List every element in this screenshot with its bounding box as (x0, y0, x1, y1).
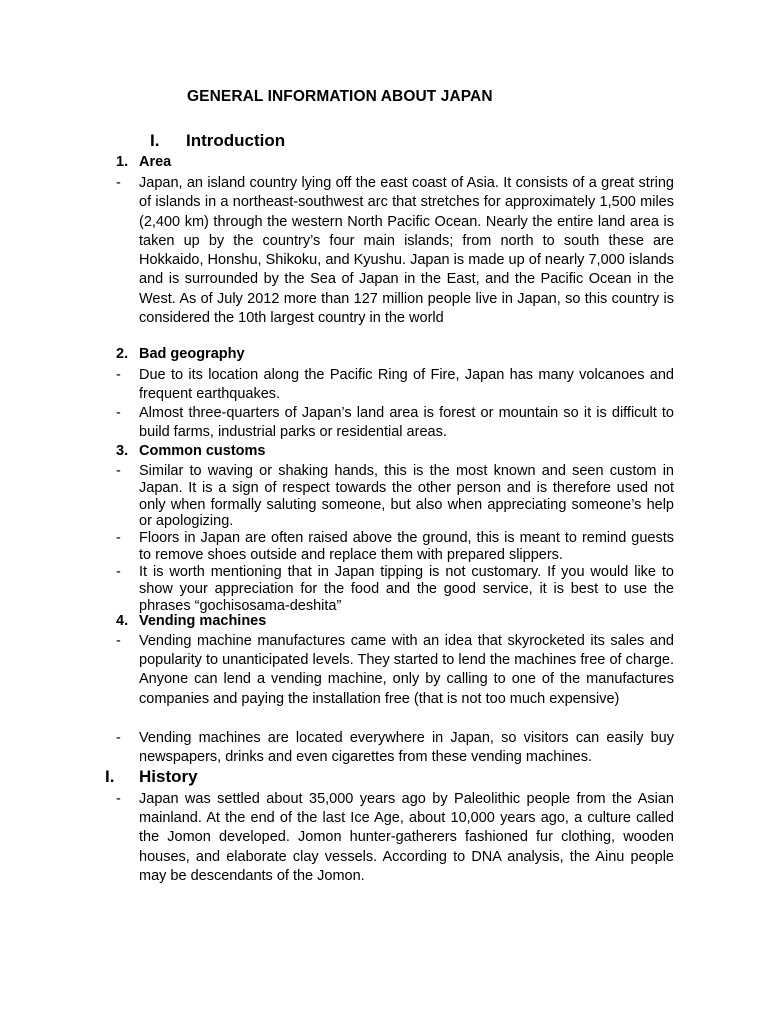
bullet-marker: - (116, 405, 121, 421)
subheading-number: 1. (116, 154, 129, 170)
bullet-customs-3 (116, 564, 676, 614)
bullet-text: Japan, an island country lying off the east coast of Asia. It consists of a great string of islands in a northeast-southwest arc that stretches for approximately 1,500 miles (2,400 km) through the western North Pacific Ocean. Nearly the entire land area is taken up by the country’s four main islands; from north to south these are Hokkaido, Honshu, Shikoku, and Kyushu. Japan is made up of nearly 7,000 islands and is surrounded by the Sea of Japan in the East, and the Pacific Ocean in the West. As of July 2012 more than 127 million people live in Japan, so this country is considered the 10th largest country in the world (139, 175, 674, 327)
subheading-number: 4. (116, 613, 129, 629)
bullet-marker: - (116, 633, 121, 649)
subheading-common-customs (116, 443, 266, 459)
bullet-vending-2 (116, 729, 676, 767)
subheading-text: Area (139, 154, 172, 170)
subheading-text: Vending machines (139, 613, 267, 629)
page-title: GENERAL INFORMATION ABOUT JAPAN (187, 88, 493, 105)
subheading-text: Common customs (139, 443, 266, 459)
bullet-marker: - (116, 530, 121, 546)
bullet-marker: - (116, 367, 121, 383)
bullet-text: Floors in Japan are often raised above the ground, this is meant to remind guests to remove shoes outside and replace them with prepared slippers. (139, 530, 674, 563)
bullet-history-1 (116, 790, 676, 886)
bullet-geography-2 (116, 404, 676, 443)
section-heading-history (105, 767, 198, 787)
bullet-customs-1 (116, 463, 676, 530)
bullet-marker: - (116, 463, 121, 479)
bullet-marker: - (116, 730, 121, 746)
bullet-vending-1 (116, 632, 676, 709)
bullet-text: Japan was settled about 35,000 years ago by Paleolithic people from the Asian mainland. At the end of the last Ice Age, about 10,000 years ago, a culture called the Jomon developed. Jomon hunter-gatherers fashioned fur clothing, wooden houses, and elaborate clay vessels. According to DNA analysis, the Ainu people may be descendants of the Jomon. (139, 791, 674, 884)
section-number: I. (150, 131, 160, 150)
bullet-text: Similar to waving or shaking hands, this is the most known and seen custom in Japan. It is a sign of respect towards the other person and is therefore used not only when formally saluting someone, but also when appreciating someone’s help or apologizing. (139, 463, 674, 530)
subheading-text: Bad geography (139, 346, 245, 362)
bullet-customs-2 (116, 530, 676, 564)
subheading-vending-machines (116, 613, 266, 629)
section-heading-introduction (150, 131, 285, 151)
subheading-bad-geography (116, 346, 245, 362)
bullet-geography-1 (116, 366, 676, 405)
subheading-number: 3. (116, 443, 129, 459)
section-heading-text: History (139, 767, 198, 786)
subheading-number: 2. (116, 346, 129, 362)
bullet-marker: - (116, 791, 121, 807)
bullet-marker: - (116, 175, 121, 191)
bullet-text: Due to its location along the Pacific Ring of Fire, Japan has many volcanoes and frequent earthquakes. (139, 367, 674, 403)
bullet-marker: - (116, 564, 121, 580)
bullet-text: Vending machines are located everywhere in Japan, so visitors can easily buy newspapers, drinks and even cigarettes from these vending machines. (139, 730, 674, 766)
section-heading-text: Introduction (186, 131, 286, 150)
subheading-area (116, 154, 171, 170)
bullet-text: It is worth mentioning that in Japan tipping is not customary. If you would like to show your appreciation for the food and the good service, it is best to use the phrases “gochisosama-deshita” (139, 564, 674, 614)
bullet-text: Almost three-quarters of Japan’s land area is forest or mountain so it is difficult to build farms, industrial parks or residential areas. (139, 405, 674, 441)
section-number: I. (105, 767, 115, 786)
bullet-text: Vending machine manufactures came with an idea that skyrocketed its sales and popularity to unanticipated levels. They started to lend the machines free of charge. Anyone can lend a vending machine, only by calling to one of the manufactures companies and paying the installation free (that is not too much expensive) (139, 633, 674, 707)
bullet-area-1 (116, 174, 676, 328)
